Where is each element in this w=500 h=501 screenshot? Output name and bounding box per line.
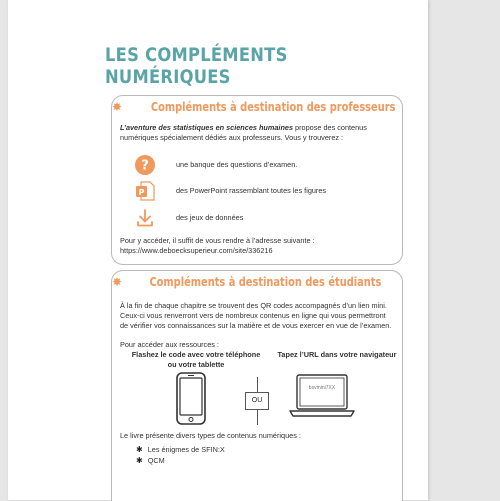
page — [8, 0, 428, 500]
svg-text:P: P — [138, 188, 145, 197]
professors-box — [111, 95, 403, 265]
professors-intro: L’aventure des statistiques en sciences humaines propose des contenus numériques spécialement dédiés aux professeurs. Vous y trouverez : — [120, 123, 367, 142]
smartphone-icon — [176, 372, 206, 425]
book-title: L’aventure des statistiques en sciences humaines — [120, 123, 294, 132]
flash-code-title: Flashez le code avec votre téléphone ou votre tablette — [131, 350, 261, 369]
students-intro: À la fin de chaque chapitre se trouvent des QR codes accompagnés d’un lien mini. Ceux-ci vous renverront vers de nombreux contenus en ligne qui vous permettront de vérifier vos connaissances sur la matière et de vous exercer en vue de l’examen. — [120, 301, 392, 330]
list-item: ✱ QCM — [136, 456, 165, 465]
or-label: OU — [245, 392, 269, 410]
access-label: Pour accéder aux ressources : — [120, 340, 219, 349]
page-title: LES COMPLÉMENTS NUMÉRIQUES — [105, 44, 288, 88]
question-icon — [134, 154, 156, 176]
resource-item-datasets: des jeux de données — [134, 207, 394, 229]
url-field-text: bsvmini7XX — [308, 385, 336, 391]
burst-icon: ✸ — [112, 275, 123, 289]
access-instructions: Pour y accéder, il suffit de vous rendre à l’adresse suivante : https://www.deboecksuperieur.com/site/336216 — [120, 236, 315, 255]
students-heading: ✸ Compléments à destination des étudiants — [112, 275, 382, 289]
burst-icon: ✸ — [112, 100, 123, 114]
professors-heading: ✸ Compléments à destination des professeurs — [112, 100, 396, 114]
powerpoint-icon — [134, 180, 156, 202]
asterisk-bullet-icon: ✱ — [136, 445, 143, 454]
content-types-intro: Le livre présente divers types de contenus numériques : — [120, 431, 301, 440]
type-url-title: Tapez l’URL dans votre navigateur — [277, 350, 397, 359]
students-box — [111, 270, 403, 501]
resource-item-powerpoint: P des PowerPoint rassemblant toutes les figures — [134, 180, 394, 202]
list-item: ✱ Les énigmes de SFIN:X — [136, 445, 225, 454]
svg-text:?: ? — [141, 158, 149, 174]
asterisk-bullet-icon: ✱ — [136, 456, 143, 465]
download-icon — [134, 207, 156, 229]
laptop-icon — [289, 374, 355, 418]
resource-item-questions: ? une banque des questions d’examen. — [134, 154, 394, 176]
